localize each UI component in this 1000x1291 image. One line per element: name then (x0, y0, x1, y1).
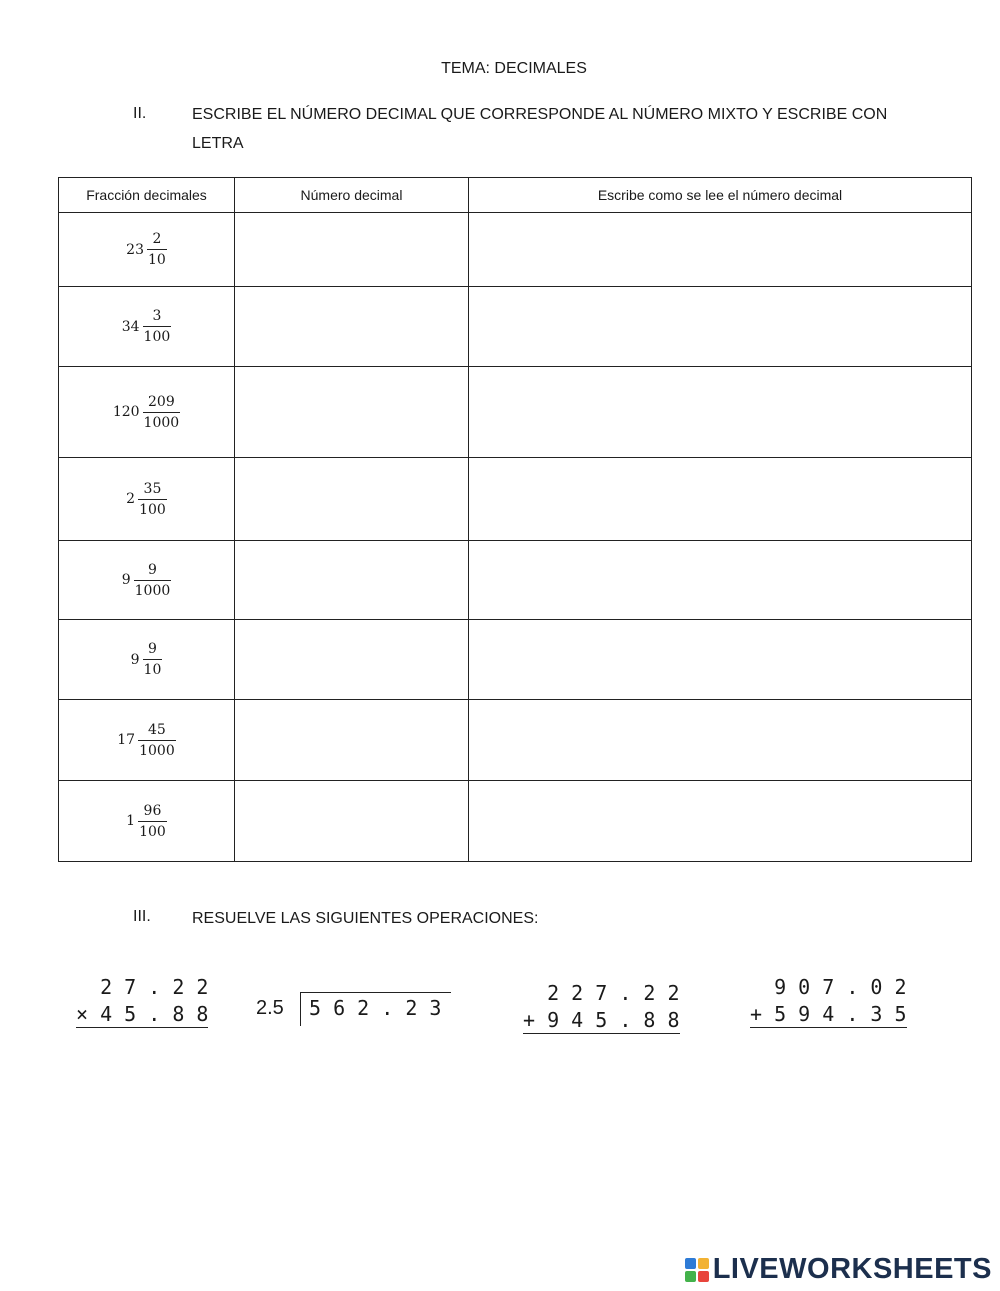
written-answer-cell[interactable] (469, 781, 972, 862)
written-answer-cell[interactable] (469, 458, 972, 541)
whole-part: 17 (117, 732, 136, 748)
whole-part: 9 (121, 572, 131, 588)
mixed-number (59, 641, 234, 678)
whole-part: 120 (112, 404, 140, 420)
divisor: 2.5 (256, 997, 284, 1019)
decimal-answer-cell[interactable] (235, 700, 469, 781)
addition-1-bottom: + 9 4 5 . 8 8 (523, 1008, 680, 1032)
denominator: 1000 (143, 412, 181, 431)
mixed-number-cell (59, 213, 235, 287)
fraction (138, 803, 167, 840)
addition-problem-1 (523, 979, 680, 1034)
fraction (134, 562, 172, 599)
numerator: 9 (148, 561, 157, 578)
numerator: 96 (143, 802, 162, 819)
mixed-number-cell (59, 367, 235, 458)
decimal-answer-cell[interactable] (235, 620, 469, 700)
addition-2-bottom: + 5 9 4 . 3 5 (750, 1002, 907, 1026)
table-row (59, 367, 972, 458)
denominator: 10 (143, 659, 163, 678)
decimal-answer-cell[interactable] (235, 367, 469, 458)
mixed-number (59, 394, 234, 431)
mixed-number (59, 308, 234, 345)
addition-1-top: 2 2 7 . 2 2 (547, 981, 680, 1005)
written-answer-cell[interactable] (469, 541, 972, 620)
header-written-form: Escribe como se lee el número decimal (469, 178, 972, 213)
instruction-line-1: ESCRIBE EL NÚMERO DECIMAL QUE CORRESPONDE AL NÚMERO MIXTO Y ESCRIBE CON (192, 106, 888, 123)
numerator: 35 (143, 480, 162, 497)
dividend: 5 6 2 . 2 3 (309, 996, 442, 1020)
page-title: TEMA: DECIMALES (441, 60, 587, 77)
denominator: 100 (138, 821, 167, 840)
mixed-number (59, 803, 234, 840)
decimal-answer-cell[interactable] (235, 541, 469, 620)
table-row (59, 620, 972, 700)
whole-part: 34 (121, 318, 140, 335)
mixed-number (59, 481, 234, 518)
section-3-instruction: RESUELVE LAS SIGUIENTES OPERACIONES: (192, 910, 539, 927)
fraction-table (58, 177, 972, 862)
denominator: 1000 (138, 740, 176, 759)
numerator: 2 (152, 231, 162, 247)
addition-problem-2 (750, 973, 907, 1028)
whole-part: 23 (126, 241, 144, 258)
liveworksheets-logo (685, 1253, 992, 1286)
mixed-number-cell (59, 287, 235, 367)
written-answer-cell[interactable] (469, 620, 972, 700)
multiplication-problem (76, 973, 208, 1028)
fraction (138, 481, 167, 518)
decimal-answer-cell[interactable] (235, 781, 469, 862)
fraction (138, 722, 176, 759)
table-row (59, 287, 972, 367)
mixed-number-cell (59, 620, 235, 700)
written-answer-cell[interactable] (469, 287, 972, 367)
fraction (147, 231, 167, 268)
mixed-number (59, 231, 234, 268)
numerator: 209 (148, 393, 175, 410)
numerator: 3 (152, 308, 162, 324)
denominator: 10 (147, 249, 167, 268)
mixed-number-cell (59, 541, 235, 620)
numerator: 45 (148, 721, 166, 738)
division-bracket (300, 992, 451, 1026)
whole-part: 1 (126, 813, 136, 829)
written-answer-cell[interactable] (469, 700, 972, 781)
header-fraction: Fracción decimales (59, 178, 235, 213)
section-2-instruction (192, 100, 887, 158)
written-answer-cell[interactable] (469, 367, 972, 458)
mixed-number (59, 722, 234, 759)
table-row (59, 700, 972, 781)
denominator: 100 (138, 499, 167, 518)
mixed-number-cell (59, 458, 235, 541)
fraction (143, 394, 181, 431)
instruction-line-2: LETRA (192, 135, 244, 152)
table-row (59, 213, 972, 287)
table-row (59, 541, 972, 620)
whole-part: 9 (130, 651, 140, 668)
decimal-answer-cell[interactable] (235, 287, 469, 367)
multiplication-top: 2 7 . 2 2 (100, 975, 209, 999)
logo-squares-icon (685, 1258, 709, 1282)
section-3-number: III. (133, 908, 151, 925)
denominator: 100 (143, 326, 172, 345)
whole-part: 2 (126, 491, 136, 507)
written-answer-cell[interactable] (469, 213, 972, 287)
mixed-number-cell (59, 781, 235, 862)
denominator: 1000 (134, 580, 172, 599)
decimal-answer-cell[interactable] (235, 213, 469, 287)
mixed-number (59, 562, 234, 599)
multiplication-bottom: × 4 5 . 8 8 (76, 1002, 209, 1026)
mixed-number-cell (59, 700, 235, 781)
numerator: 9 (148, 641, 157, 657)
fraction (143, 641, 163, 678)
table-header-row (59, 178, 972, 213)
table-row (59, 781, 972, 862)
logo-text: LIVEWORKSHEETS (712, 1253, 992, 1285)
table-row (59, 458, 972, 541)
fraction (143, 308, 172, 345)
section-2-number: II. (133, 105, 147, 122)
decimal-answer-cell[interactable] (235, 458, 469, 541)
addition-2-top: 9 0 7 . 0 2 (774, 975, 907, 999)
header-decimal-number: Número decimal (235, 178, 469, 213)
